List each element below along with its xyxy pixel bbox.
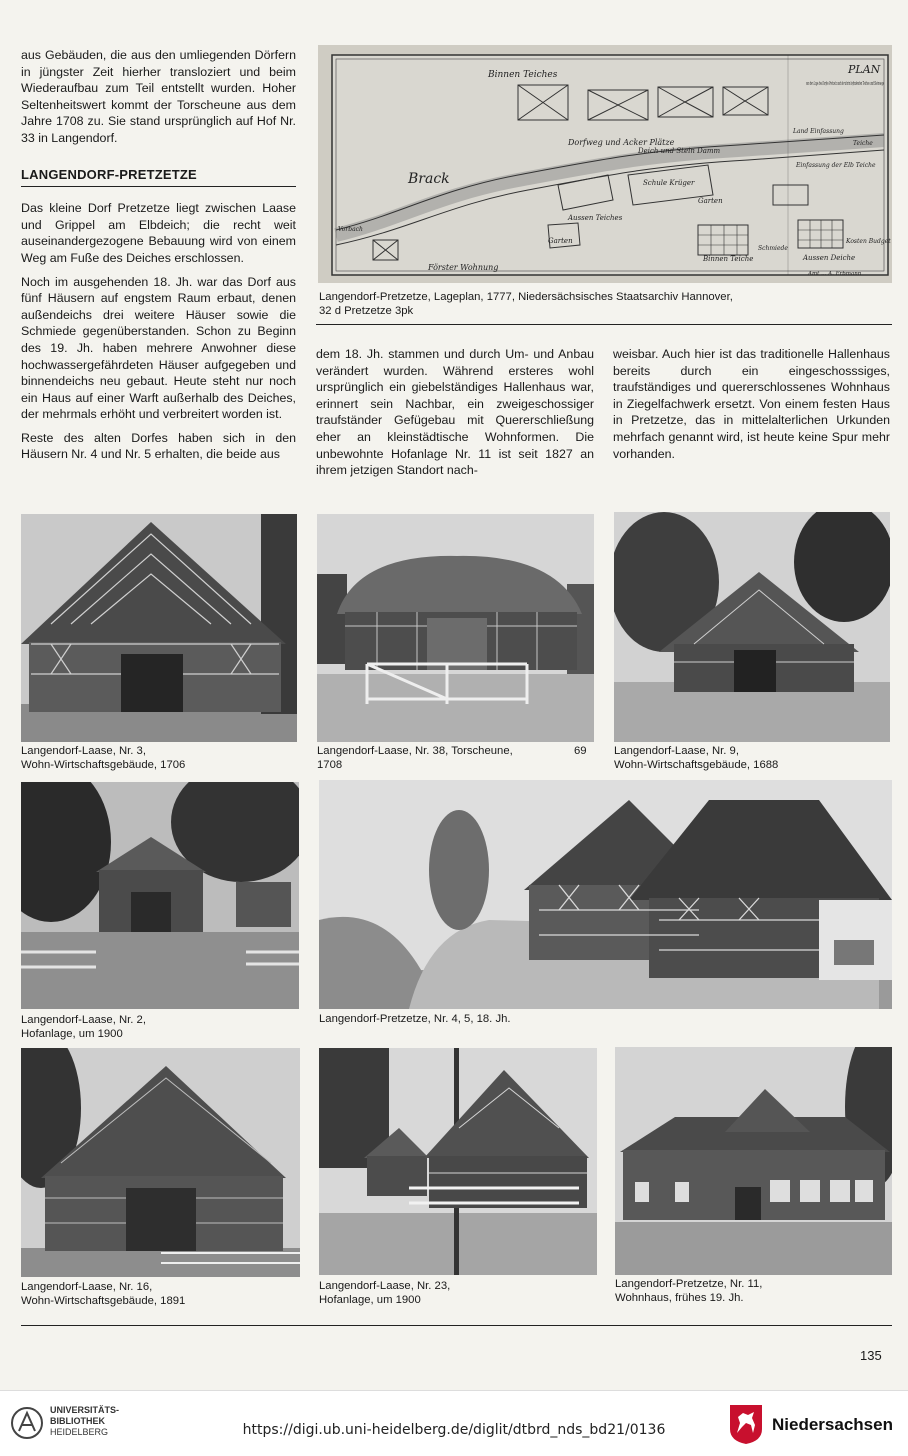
caption-line: Langendorf-Laase, Nr. 16, [21, 1281, 153, 1293]
caption-laase-nr23 [319, 1280, 450, 1307]
caption-line: Langendorf-Pretzetze, Nr. 11, [615, 1278, 763, 1290]
map-rule [316, 324, 892, 325]
map-label-land: Land Einfassung [793, 128, 844, 135]
caption-line: Hofanlage, um 1900 [21, 1027, 123, 1040]
map-label-binnen-teiches: Binnen Teiches [488, 70, 558, 80]
map-label-aussen-teiches: Aussen Teiches [568, 214, 623, 222]
map-label-amt: Amt ... A. Erbmann [808, 271, 862, 277]
library-line-2: BIBLIOTHEK [50, 1416, 105, 1426]
map-label-garten: Garten [548, 237, 573, 245]
intro-paragraph: aus Gebäuden, die aus den umliegenden Dörfern in jüngster Zeit hierher transloziert und beim Wiederaufbau zum Teil entstellt wurden. Hoher Seltenheitswert kommt der Torscheune aus dem Jahre 1708 zu. Sie stand ursprünglich auf Hof Nr. 33 in Langendorf. [21, 48, 296, 145]
map-label-teiche: Teiche [853, 140, 873, 147]
map-label-schule: Schule Krüger [643, 179, 695, 187]
map-label-aussen-deiche: Aussen Deiche [803, 254, 856, 262]
library-line-1: UNIVERSITÄTS- [50, 1405, 120, 1415]
caption-line: Wohn-Wirtschaftsgebäude, 1688 [614, 758, 779, 771]
caption-line: Hofanlage, um 1900 [319, 1293, 421, 1306]
map-caption-line-1: Langendorf-Pretzetze, Lageplan, 1777, Niedersächsisches Staatsarchiv Hannover, [319, 291, 733, 303]
caption-line: Wohnhaus, frühes 19. Jh. [615, 1291, 744, 1304]
caption-line: Langendorf-Laase, Nr. 23, [319, 1280, 451, 1292]
historic-map-image [318, 45, 892, 283]
bottom-rule [21, 1325, 892, 1326]
caption-line: Langendorf-Laase, Nr. 9, [614, 745, 739, 757]
library-line-3: HEIDELBERG [50, 1427, 109, 1437]
photo-pretzetze-nr11 [615, 1047, 892, 1275]
map-label-plan-sub: von der Lage des Dorfes Pretzetz und der darin befindenden Teiches und Steinwege [806, 81, 885, 87]
map-label-dorfweg: Dorfweg und Acker Plätze [568, 138, 675, 147]
section-heading: LANGENDORF-PRETZETZE [21, 166, 197, 182]
caption-line: Langendorf-Laase, Nr. 3, [21, 745, 146, 757]
caption-laase-nr16 [21, 1281, 185, 1308]
map-label-garten-2: Garten [698, 197, 723, 205]
caption-laase-nr2 [21, 1014, 146, 1041]
photo-laase-nr23 [319, 1048, 597, 1275]
caption-laase-nr3 [21, 745, 185, 772]
map-label-foerster: Förster Wohnung [428, 263, 499, 272]
caption-pretzetze-nr4-5: Langendorf-Pretzetze, Nr. 4, 5, 18. Jh. [319, 1013, 511, 1025]
paragraph-2: Noch im ausgehenden 18. Jh. war das Dorf aus fünf Häusern auf engstem Raum erbaut, denen außendeichs drei weitere Häuser sowie die Schmiede gegenüberstanden. Schon zu Beginn des 19. Jh. haben mehrere Anwohner diese hochwassergefährdeten Häuser aufgegeben und binnendeichs neu gebaut. Heute steht nur noch ein Haus auf einer Warft außerhalb des Deiches, der mehrmals erhöht und verbreitert worden ist. [21, 274, 296, 422]
map-label-schmiede: Schmiede [758, 245, 788, 252]
map-label-deich: Deich und Stein Damm [638, 147, 721, 155]
map-caption [319, 291, 899, 318]
caption-pretzetze-nr11 [615, 1278, 762, 1305]
page-number: 135 [860, 1348, 882, 1363]
map-label-plan: PLAN [848, 63, 881, 76]
caption-line: Wohn-Wirtschaftsgebäude, 1891 [21, 1294, 186, 1307]
footer-bar [0, 1390, 908, 1456]
heading-rule [21, 186, 296, 187]
photo-laase-nr2 [21, 782, 299, 1009]
map-caption-line-2: 32 d Pretzetze 3pk [319, 304, 414, 317]
map-label-vorbach: Vorbach [338, 226, 363, 233]
paragraph-3: Reste des alten Dorfes haben sich in den Häusern Nr. 4 und Nr. 5 erhalten, die beide aus [21, 430, 296, 462]
middle-column: dem 18. Jh. stammen und durch Um- und Anbau verändert wurden. Während ersteres wohl ursprünglich ein giebelständiges Hallenhaus war, erinnert sein Nachbar, ein zweigeschossiger traufständer Gefügebau mit Quererschließung eher an kleinstädtische Wohnformen. Die unbewohnte Hofanlage Nr. 11 ist seit 1827 an ihrem jetzigen Standort nach- [316, 347, 594, 478]
page-url[interactable]: https://digi.ub.uni-heidelberg.de/diglit/dtbrd_nds_bd21/0136 [242, 1422, 666, 1438]
caption-line: 1708 [317, 758, 343, 771]
map-label-kosten: Kosten Budget [846, 238, 891, 245]
paragraph-1: Das kleine Dorf Pretzetze liegt zwischen Laase und Grippel am Elbdeich; die recht weit auseinandergezogene Bebauung wird von einem Weg am Fuße des Deiches erschlossen. [21, 201, 296, 265]
caption-number-69: 69 [574, 745, 587, 757]
map-label-elbdeich: Einfassung der Elb Teiche [796, 162, 876, 169]
photo-pretzetze-nr4-5 [319, 780, 892, 1009]
photo-laase-nr3 [21, 514, 297, 742]
caption-line: Wohn-Wirtschaftsgebäude, 1706 [21, 758, 186, 771]
photo-laase-nr38 [317, 514, 594, 742]
caption-laase-nr38 [317, 745, 513, 772]
right-column: weisbar. Auch hier ist das traditionelle Hallenhaus bereits durch ein eingeschosssiges, traufständiges und quererschlossenes Wohnhaus in Ziegelfachwerk ersetzt. Von einem festen Haus in Pretzetze, das in mittelalterlichen Urkunden mehrfach genannt wird, ist heute keine Spur mehr vorhanden. [613, 347, 890, 461]
niedersachsen-horse-icon[interactable] [728, 1403, 764, 1445]
map-label-brack: Brack [408, 171, 450, 187]
photo-laase-nr9 [614, 512, 890, 742]
photo-laase-nr16 [21, 1048, 300, 1277]
state-name[interactable]: Niedersachsen [772, 1415, 893, 1434]
caption-line: Langendorf-Laase, Nr. 38, Torscheune, [317, 745, 513, 757]
caption-line: Langendorf-Laase, Nr. 2, [21, 1014, 146, 1026]
caption-laase-nr9 [614, 745, 778, 772]
left-column [21, 47, 296, 470]
map-label-binnen-teiche: Binnen Teiche [703, 255, 754, 263]
